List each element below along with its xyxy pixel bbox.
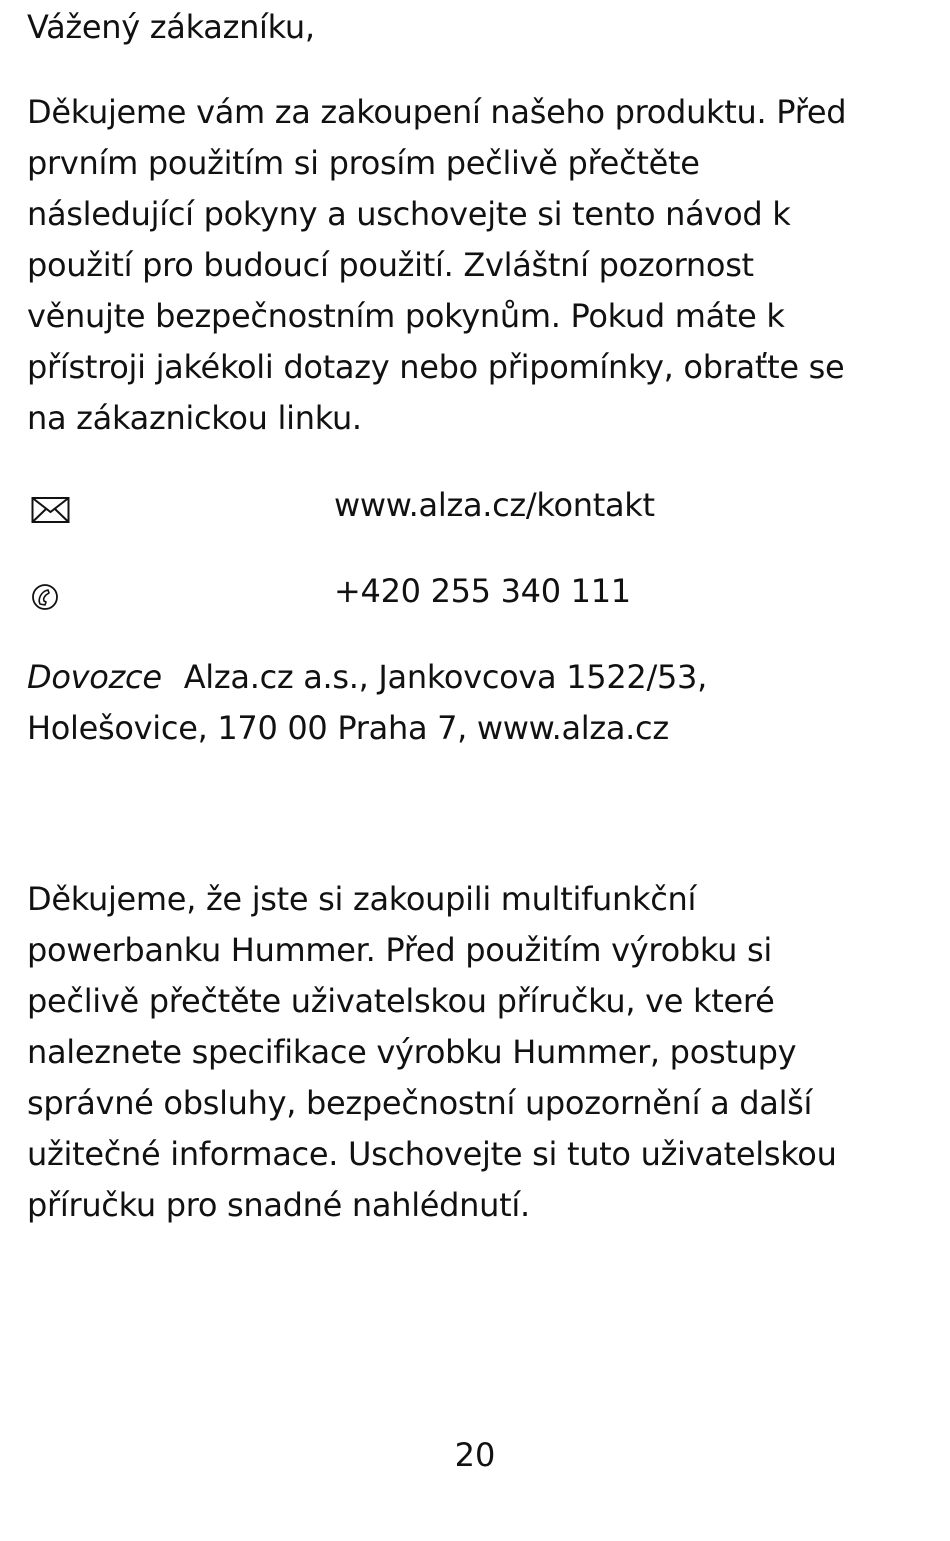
importer-line-1 [27, 652, 907, 703]
product-line: powerbanku Hummer. Před použitím výrobku si [27, 931, 772, 969]
intro-line: následující pokyny a uschovejte si tento návod k [27, 195, 791, 233]
intro-line: prvním použitím si prosím pečlivě přečtěte [27, 144, 700, 182]
contact-email-row [27, 480, 907, 530]
envelope-icon [31, 490, 71, 520]
product-paragraph [27, 874, 907, 1231]
product-line: užitečné informace. Uschovejte si tuto uživatelskou [27, 1135, 837, 1173]
product-line: Děkujeme, že jste si zakoupili multifunkční [27, 880, 697, 918]
greeting: Vážený zákazníku, [27, 8, 315, 46]
contact-phone-row [27, 566, 907, 616]
contact-email-link[interactable]: www.alza.cz/kontakt [334, 486, 655, 524]
page-number: 20 [454, 1436, 496, 1474]
intro-line: věnujte bezpečnostním pokynům. Pokud máte k [27, 297, 785, 335]
product-line: pečlivě přečtěte uživatelskou příručku, ve které [27, 982, 775, 1020]
product-line: naleznete specifikace výrobku Hummer, postupy [27, 1033, 797, 1071]
importer-label: Dovozce [27, 658, 162, 696]
intro-line: přístroji jakékoli dotazy nebo připomínky, obraťte se [27, 348, 845, 386]
importer-address-line-2: Holešovice, 170 00 Praha 7, www.alza.cz [27, 709, 669, 747]
intro-line: Děkujeme vám za zakoupení našeho produktu. Před [27, 93, 847, 131]
product-line: správné obsluhy, bezpečnostní upozornění a další [27, 1084, 813, 1122]
intro-line: na zákaznickou linku. [27, 399, 362, 437]
intro-paragraph [27, 87, 907, 444]
importer-block [27, 652, 907, 754]
phone-icon [31, 576, 71, 606]
product-line: příručku pro snadné nahlédnutí. [27, 1186, 530, 1224]
intro-line: použití pro budoucí použití. Zvláštní pozornost [27, 246, 754, 284]
contact-phone-number[interactable]: +420 255 340 111 [334, 572, 631, 610]
importer-address-line-1: Alza.cz a.s., Jankovcova 1522/53, [183, 658, 707, 696]
